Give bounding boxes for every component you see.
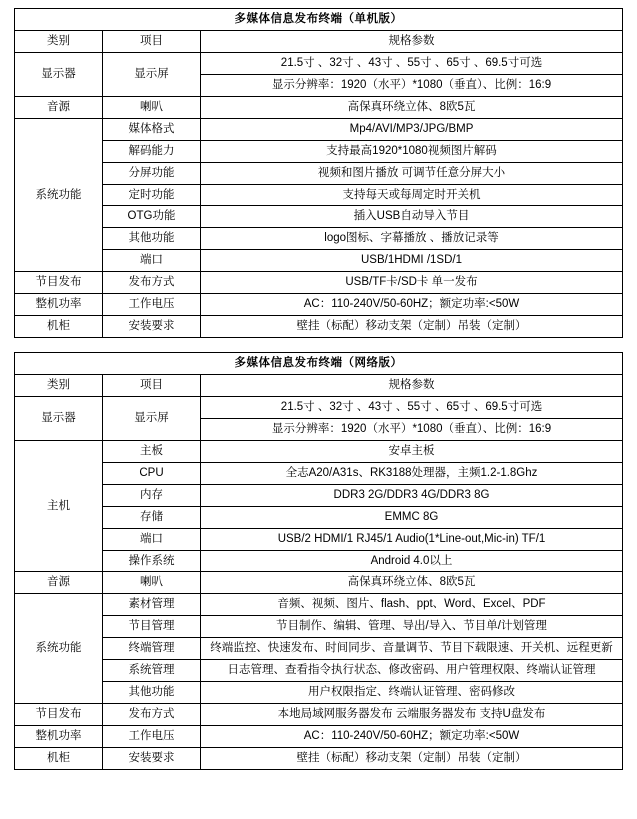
table-header-row <box>15 30 623 52</box>
row-value: 显示分辨率：1920（水平）*1080（垂直）、比例：16:9 <box>201 418 623 440</box>
table-row <box>15 250 623 272</box>
row-item: OTG功能 <box>103 206 201 228</box>
table-row <box>15 747 623 769</box>
header-item: 项目 <box>103 30 201 52</box>
row-value: 节目制作、编辑、管理、导出/导入、节目单/计划管理 <box>201 616 623 638</box>
table-title-row <box>15 9 623 31</box>
row-item: 端口 <box>103 528 201 550</box>
row-value: 插入USB自动导入节目 <box>201 206 623 228</box>
row-item: 存储 <box>103 506 201 528</box>
row-value: Android 4.0以上 <box>201 550 623 572</box>
table-row <box>15 272 623 294</box>
table-row <box>15 52 623 74</box>
row-value: 本地局域网服务器发布 云端服务器发布 支持U盘发布 <box>201 704 623 726</box>
row-item: 其他功能 <box>103 682 201 704</box>
table-row <box>15 462 623 484</box>
row-item: 喇叭 <box>103 96 201 118</box>
row-value: 支持最高1920*1080视频图片解码 <box>201 140 623 162</box>
row-item: 媒体格式 <box>103 118 201 140</box>
row-value: 用户权限指定、终端认证管理、密码修改 <box>201 682 623 704</box>
row-value: 高保真环绕立体、8欧5瓦 <box>201 572 623 594</box>
row-value: Mp4/AVI/MP3/JPG/BMP <box>201 118 623 140</box>
row-item: 工作电压 <box>103 726 201 748</box>
row-item: 节目管理 <box>103 616 201 638</box>
row-category: 显示器 <box>15 52 103 96</box>
table-title: 多媒体信息发布终端（单机版） <box>15 9 623 31</box>
row-value: EMMC 8G <box>201 506 623 528</box>
table-row <box>15 118 623 140</box>
table-row <box>15 96 623 118</box>
table-title: 多媒体信息发布终端（网络版） <box>15 353 623 375</box>
row-category: 整机功率 <box>15 294 103 316</box>
row-category: 显示器 <box>15 396 103 440</box>
table-row <box>15 294 623 316</box>
table-row <box>15 162 623 184</box>
header-item: 项目 <box>103 375 201 397</box>
row-value: logo图标、字幕播放 、播放记录等 <box>201 228 623 250</box>
spec-table-standalone <box>14 8 623 338</box>
table-row <box>15 594 623 616</box>
row-category: 整机功率 <box>15 726 103 748</box>
header-spec: 规格参数 <box>201 30 623 52</box>
header-spec: 规格参数 <box>201 375 623 397</box>
header-category: 类别 <box>15 30 103 52</box>
row-category: 音源 <box>15 572 103 594</box>
row-value: 音频、视频、图片、flash、ppt、Word、Excel、PDF <box>201 594 623 616</box>
table-row <box>15 638 623 660</box>
row-item: 终端管理 <box>103 638 201 660</box>
row-item: 发布方式 <box>103 272 201 294</box>
table-row <box>15 140 623 162</box>
row-value: DDR3 2G/DDR3 4G/DDR3 8G <box>201 484 623 506</box>
row-item: 系统管理 <box>103 660 201 682</box>
table-row <box>15 396 623 418</box>
table-row <box>15 206 623 228</box>
row-value: 全志A20/A31s、RK3188处理器，主频1.2-1.8Ghz <box>201 462 623 484</box>
row-value: USB/1HDMI /1SD/1 <box>201 250 623 272</box>
row-category: 音源 <box>15 96 103 118</box>
row-item: 定时功能 <box>103 184 201 206</box>
table-row <box>15 726 623 748</box>
table-row <box>15 184 623 206</box>
row-item: 内存 <box>103 484 201 506</box>
row-value: 安卓主板 <box>201 440 623 462</box>
table-row <box>15 616 623 638</box>
spec-table-network <box>14 352 623 770</box>
row-category: 机柜 <box>15 316 103 338</box>
row-value: 视频和图片播放 可调节任意分屏大小 <box>201 162 623 184</box>
row-item: 工作电压 <box>103 294 201 316</box>
row-item: 素材管理 <box>103 594 201 616</box>
row-value: 终端监控、快速发布、时间同步、音量调节、节目下载限速、开关机、远程更新 <box>201 638 623 660</box>
table-row <box>15 550 623 572</box>
table-row <box>15 506 623 528</box>
table-row <box>15 572 623 594</box>
row-value: 壁挂（标配）移动支架（定制）吊装（定制） <box>201 316 623 338</box>
table-row <box>15 484 623 506</box>
row-category: 主机 <box>15 440 103 572</box>
table-row <box>15 440 623 462</box>
row-category: 系统功能 <box>15 118 103 272</box>
row-item: 显示屏 <box>103 52 201 96</box>
row-item: CPU <box>103 462 201 484</box>
row-value: USB/2 HDMI/1 RJ45/1 Audio(1*Line-out,Mic-in) TF/1 <box>201 528 623 550</box>
row-item: 解码能力 <box>103 140 201 162</box>
row-value: 日志管理、查看指令执行状态、修改密码、用户管理权限、终端认证管理 <box>201 660 623 682</box>
row-value: 高保真环绕立体、8欧5瓦 <box>201 96 623 118</box>
row-value: 支持每天或每周定时开关机 <box>201 184 623 206</box>
row-value: 壁挂（标配）移动支架（定制）吊装（定制） <box>201 747 623 769</box>
row-category: 系统功能 <box>15 594 103 704</box>
row-item: 分屏功能 <box>103 162 201 184</box>
table-title-row <box>15 353 623 375</box>
row-item: 端口 <box>103 250 201 272</box>
row-value: 21.5寸 、32寸 、43寸 、55寸 、65寸 、69.5寸可选 <box>201 396 623 418</box>
table-header-row <box>15 375 623 397</box>
table-row <box>15 528 623 550</box>
row-item: 操作系统 <box>103 550 201 572</box>
table-row <box>15 228 623 250</box>
row-category: 机柜 <box>15 747 103 769</box>
header-category: 类别 <box>15 375 103 397</box>
row-value: USB/TF卡/SD卡 单一发布 <box>201 272 623 294</box>
row-value: 显示分辨率：1920（水平）*1080（垂直）、比例：16:9 <box>201 74 623 96</box>
row-category: 节目发布 <box>15 704 103 726</box>
row-item: 安装要求 <box>103 316 201 338</box>
row-item: 喇叭 <box>103 572 201 594</box>
row-value: AC：110-240V/50-60HZ；额定功率:<50W <box>201 726 623 748</box>
table-row <box>15 660 623 682</box>
table-row <box>15 682 623 704</box>
row-value: AC：110-240V/50-60HZ；额定功率:<50W <box>201 294 623 316</box>
row-category: 节目发布 <box>15 272 103 294</box>
table-row <box>15 704 623 726</box>
row-item: 其他功能 <box>103 228 201 250</box>
row-item: 显示屏 <box>103 396 201 440</box>
row-item: 发布方式 <box>103 704 201 726</box>
table-row <box>15 316 623 338</box>
row-item: 安装要求 <box>103 747 201 769</box>
row-value: 21.5寸 、32寸 、43寸 、55寸 、65寸 、69.5寸可选 <box>201 52 623 74</box>
row-item: 主板 <box>103 440 201 462</box>
